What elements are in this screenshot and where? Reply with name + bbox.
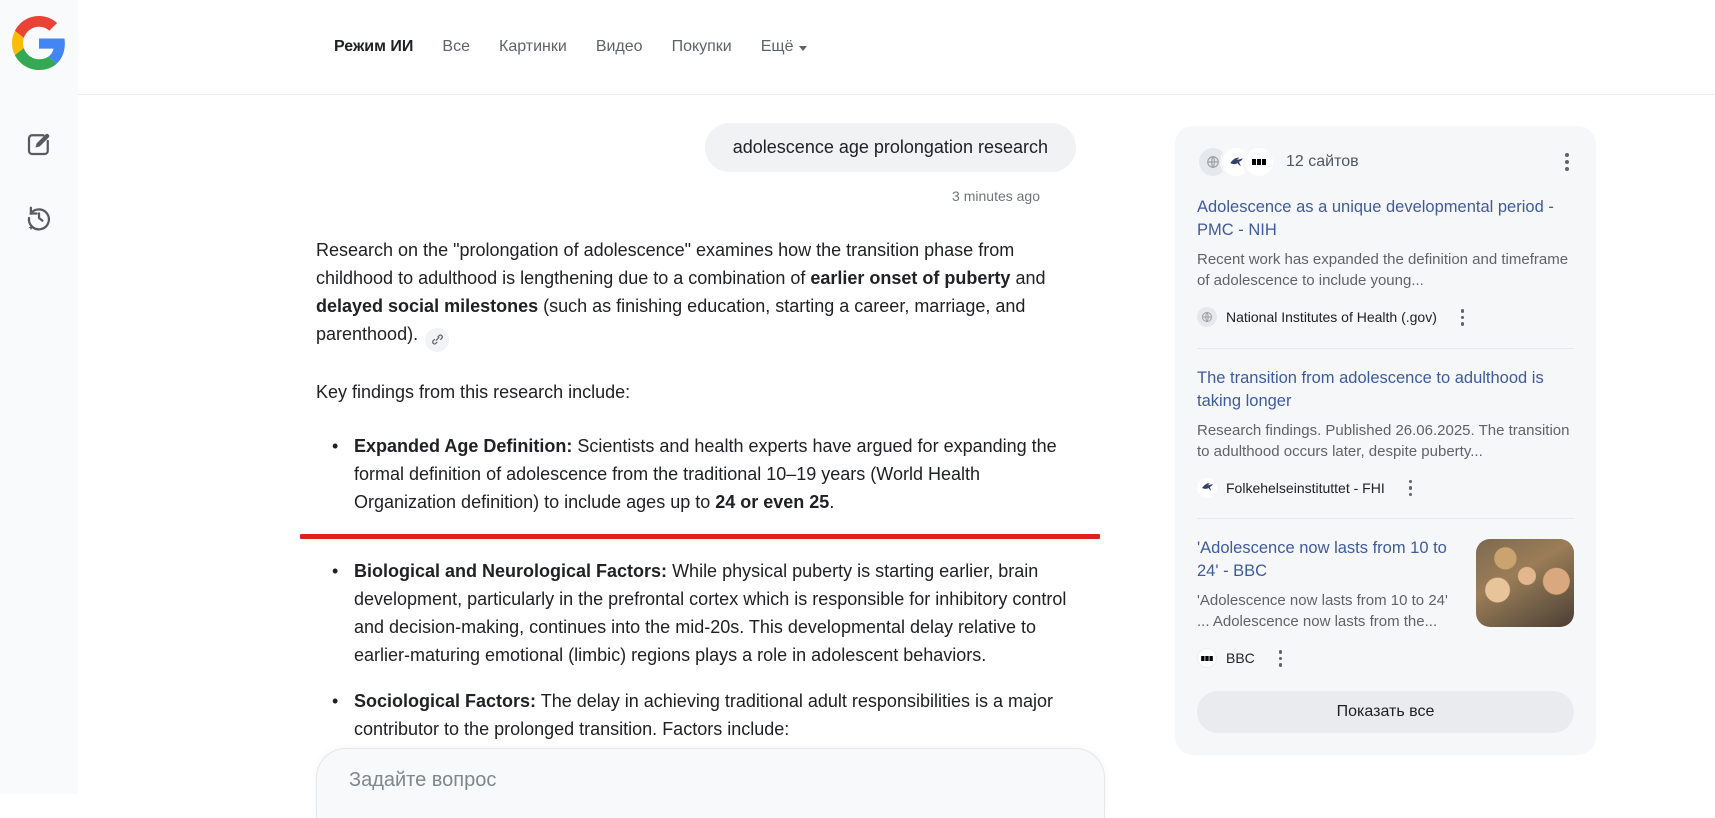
tab-all[interactable]: Все <box>442 38 470 55</box>
ai-answer <box>316 236 1076 791</box>
chevron-down-icon <box>799 46 807 51</box>
red-annotation-line <box>300 534 1100 539</box>
tab-ai-mode[interactable]: Режим ИИ <box>334 38 414 55</box>
divider <box>1197 348 1574 349</box>
answer-intro-paragraph: Research on the "prolongation of adolescence" examines how the transition phase from childhood to adulthood is lengthening due to a combination of earlier onset of puberty and delayed social milestones (such as finishing education, starting a career, marriage, and parenthood). <box>316 236 1076 352</box>
source-description: Recent work has expanded the definition and timeframe of adolescence to include young... <box>1197 251 1569 289</box>
tab-shopping[interactable]: Покупки <box>671 38 732 55</box>
source-site-row[interactable] <box>1197 304 1574 331</box>
left-sidebar <box>0 0 78 794</box>
list-item: • Expanded Age Definition: Scientists and health experts have argued for expanding the formal definition of adolescence from the traditional 10–19 years (World Health Organization definition) to include ages up to 24 or even 25. <box>316 432 1076 516</box>
history-icon[interactable] <box>22 201 56 235</box>
source-site-name: National Institutes of Health (.gov) <box>1226 309 1437 326</box>
source-title[interactable]: Adolescence as a unique developmental period - PMC - NIH <box>1197 198 1554 239</box>
source-description: Research findings. Published 26.06.2025. The transition to adulthood occurs later, despite puberty... <box>1197 421 1570 460</box>
sources-panel <box>1175 126 1596 755</box>
tab-more[interactable]: Ещё <box>761 38 808 56</box>
tab-videos[interactable]: Видео <box>595 38 643 55</box>
new-chat-icon[interactable] <box>22 127 56 161</box>
key-findings-heading: Key findings from this research include: <box>316 381 631 402</box>
source-site-name: BBC <box>1226 650 1255 667</box>
source-link-icon[interactable] <box>425 328 449 352</box>
query-timestamp: 3 minutes ago <box>952 188 1040 204</box>
source-with-thumbnail <box>1197 519 1574 632</box>
source-menu-button[interactable] <box>1456 304 1470 331</box>
source-site-row[interactable] <box>1197 475 1574 502</box>
bbc-icon <box>1243 146 1275 178</box>
tab-images[interactable]: Картинки <box>499 38 567 55</box>
list-item: • Sociological Factors: The delay in achieving traditional adult responsibilities is a major contributor to the prolonged transition. Factors include: ◦ <box>316 687 1076 791</box>
source-site-name: Folkehelseinstituttet - FHI <box>1226 479 1385 496</box>
source-title[interactable]: The transition from adolescence to adulthood is taking longer <box>1197 368 1544 410</box>
fhi-bird-icon <box>1197 478 1217 498</box>
globe-icon <box>1197 307 1217 327</box>
ai-conversation <box>316 95 1076 809</box>
source-menu-button[interactable] <box>1404 475 1418 502</box>
sources-panel-header <box>1197 146 1574 178</box>
findings-list <box>316 432 1076 791</box>
list-item: • Biological and Neurological Factors: While physical puberty is starting earlier, brain development, particularly in the prefrontal cortex which is responsible for inhibitory control and decision-making, continues into the mid-20s. This developmental delay relative to earlier-maturing emotional (limbic) regions plays a role in adolescent behaviors. <box>316 557 1076 669</box>
source-description: 'Adolescence now lasts from 10 to 24' ... Adolescence now lasts from the... <box>1197 592 1448 630</box>
source-menu-button[interactable] <box>1274 645 1288 672</box>
source-title[interactable]: 'Adolescence now lasts from 10 to 24' - BBC <box>1197 539 1447 580</box>
google-logo[interactable] <box>12 16 66 75</box>
show-all-button[interactable]: Показать все <box>1197 691 1574 733</box>
ask-input[interactable] <box>347 768 1078 793</box>
panel-menu-button[interactable] <box>1560 148 1574 176</box>
user-query-bubble: adolescence age prolongation research <box>705 123 1076 172</box>
source-site-row[interactable] <box>1197 645 1574 672</box>
search-tabs-bar <box>78 0 1715 95</box>
bbc-icon <box>1197 648 1217 668</box>
favicon-stack <box>1197 146 1275 178</box>
article-thumbnail[interactable] <box>1476 539 1574 627</box>
sites-count: 12 сайтов <box>1286 153 1359 170</box>
ask-input-container <box>316 748 1105 818</box>
